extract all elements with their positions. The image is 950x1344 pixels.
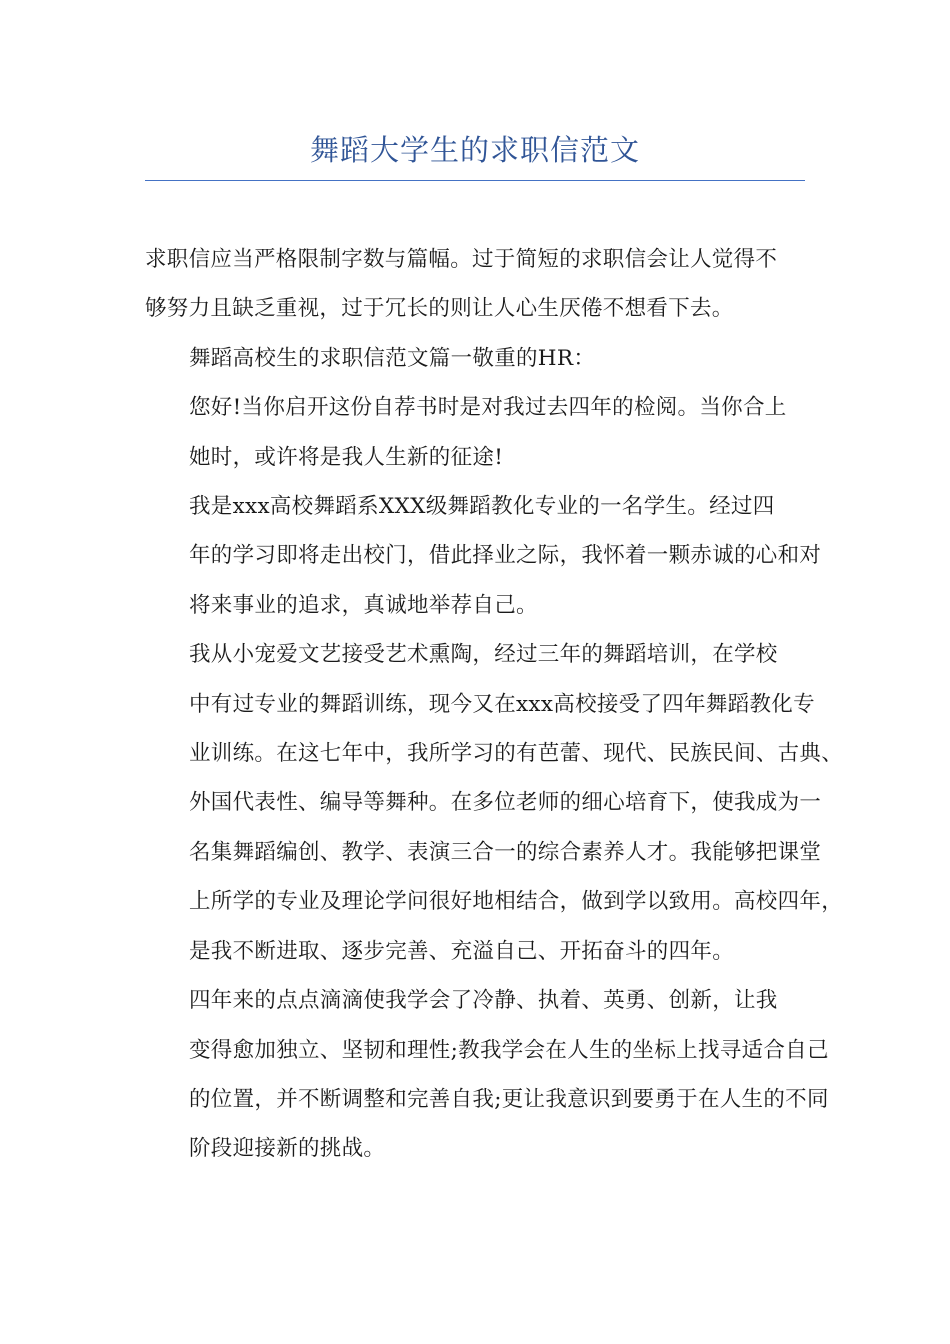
document-body xyxy=(145,235,844,1174)
text-line: 上所学的专业及理论学问很好地相结合，做到学以致用。高校四年， xyxy=(189,889,844,915)
text-line: 求职信应当严格限制字数与篇幅。过于简短的求职信会让人觉得不 xyxy=(145,247,778,272)
text-line: 年的学习即将走出校门，借此择业之际，我怀着一颗赤诚的心和对 xyxy=(189,543,822,569)
paragraph-experience xyxy=(145,630,844,976)
paragraph-growth xyxy=(145,976,829,1174)
title-underline xyxy=(145,180,805,181)
paragraph-self-intro xyxy=(145,482,822,630)
text-line: 我是xxx高校舞蹈系XXX级舞蹈教化专业的一名学生。经过四 xyxy=(189,494,775,520)
text-line: 的位置，并不断调整和完善自我;更让我意识到要勇于在人生的不同 xyxy=(189,1086,829,1112)
text-line: 名集舞蹈编创、教学、表演三合一的综合素养人才。我能够把课堂 xyxy=(189,839,822,865)
paragraph-salutation xyxy=(145,334,819,383)
text-line: 业训练。在这七年中，我所学习的有芭蕾、现代、民族民间、古典、 xyxy=(189,741,844,767)
document-title: 舞蹈大学生的求职信范文 xyxy=(309,133,640,167)
text-line: 将来事业的追求，真诚地举荐自己。 xyxy=(189,592,538,618)
text-line: 我从小宠爱文艺接受艺术熏陶，经过三年的舞蹈培训，在学校 xyxy=(189,642,778,668)
text-line: 变得愈加独立、坚韧和理性;教我学会在人生的坐标上找寻适合自己 xyxy=(189,1037,829,1063)
text-line: 您好!当你启开这份自荐书时是对我过去四年的检阅。当你合上 xyxy=(189,395,787,421)
text-line: 是我不断进取、逐步完善、充溢自己、开拓奋斗的四年。 xyxy=(189,938,735,964)
text-line: 够努力且缺乏重视，过于冗长的则让人心生厌倦不想看下去。 xyxy=(145,296,734,322)
text-line: 四年来的点点滴滴使我学会了冷静、执着、英勇、创新，让我 xyxy=(189,988,778,1014)
paragraph-intro xyxy=(145,235,819,334)
text-line: 中有过专业的舞蹈训练，现今又在xxx高校接受了四年舞蹈教化专 xyxy=(189,691,815,717)
text-line: 外国代表性、编导等舞种。在多位老师的细心培育下，使我成为一 xyxy=(189,790,822,816)
text-line: 她时，或许将是我人生新的征途! xyxy=(189,444,504,470)
text-line: 舞蹈高校生的求职信范文篇一敬重的HR： xyxy=(189,345,596,371)
text-line: 阶段迎接新的挑战。 xyxy=(189,1136,386,1162)
paragraph-greeting xyxy=(145,383,819,482)
